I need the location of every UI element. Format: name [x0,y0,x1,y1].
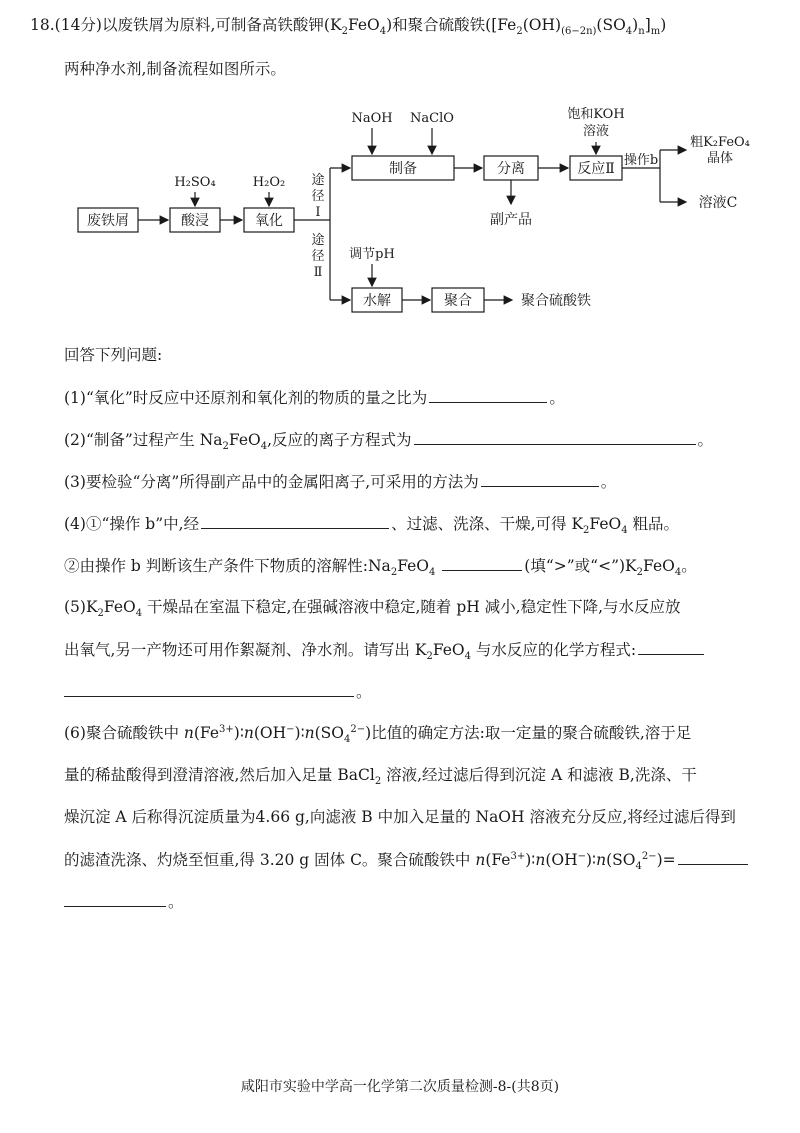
question-header: 18.(14分)以废铁屑为原料,可制备高铁酸钾$(K_2FeO_4)$和聚合硫酸铁$([Fe_2(OH)_{(6-2n)}(SO_4)_n]_m)$ [30,16,667,38]
question-6-line2: 量的稀盐酸得到澄清溶液,然后加入足量 BaCl$_2$ 溶液,经过滤后得到沉淀 A 和滤液 B,洗涤、干 [64,766,697,788]
route2-char-1: 途 [311,233,325,248]
crude-k2feo4-2: 晶体 [706,151,734,166]
reagent-koh-2: 溶液 [582,124,610,139]
crude-k2feo4-1: 粗K₂FeO₄ [690,135,750,150]
box-polymerize-label: 聚合 [444,293,472,309]
reagent-naclo: NaClO [410,111,454,126]
answer-intro: 回答下列问题: [64,346,163,364]
question-intro-line2: 两种净水剂,制备流程如图所示。 [64,60,286,78]
answer-blank-2[interactable] [414,428,696,445]
box-prepare-label: 制备 [389,161,417,177]
op-b-label: 操作b [623,153,659,168]
route1-char-1: 途 [311,173,325,188]
box-reaction-label: 反应Ⅱ [577,161,615,177]
answer-blank-3[interactable] [481,470,599,487]
byproduct-label: 副产品 [490,212,532,228]
question-intro: 以废铁屑为原料,可制备高铁酸钾( [101,16,330,34]
answer-blank-6b[interactable] [64,890,166,907]
solution-c-label: 溶液C [698,195,738,211]
question-6-line4: 的滤渣洗涤、灼烧至恒重,得 3.20 g 固体 C。聚合硫酸铁中 $n(Fe^{3+})∶n(OH^-)∶n(SO_4^{2-})=$ [64,848,750,871]
question-2: (2)“制备”过程产生 $Na_2FeO_4$,反应的离子方程式为 。 [64,428,713,451]
question-6-line3: 燥沉淀 A 后称得沉淀质量为4.66 g,向滤液 B 中加入足量的 NaOH 溶液充分反应,将经过滤后得到 [64,808,736,826]
question-3: (3)要检验“分离”所得副产品中的金属阳离子,可采用的方法为 。 [64,470,616,493]
answer-blank-4a[interactable] [201,512,389,529]
question-6-line1: (6)聚合硫酸铁中 $n(Fe^{3+})∶n(OH^-)∶n(SO_4^{2-})$比值的确定方法:取一定量的聚合硫酸铁,溶于足 [64,723,692,746]
box-hydrolyze-label: 水解 [363,293,391,309]
answer-blank-5b[interactable] [64,680,354,697]
route1-char-3: Ⅰ [315,205,321,220]
question-4b: ②由操作 b 判断该生产条件下物质的溶解性$:Na_2FeO_4$ (填“>”或“$<”)K_2FeO_4$。 [64,554,697,577]
route1-char-2: 径 [311,189,325,204]
answer-blank-6a[interactable] [678,848,748,865]
question-1: (1)“氧化”时反应中还原剂和氧化剂的物质的量之比为 。 [64,386,565,409]
reagent-koh-1: 饱和KOH [567,107,625,122]
box-separate-label: 分离 [497,161,525,177]
question-5-line1: $(5)K_2FeO_4$ 干燥品在室温下稳定,在强碱溶液中稳定,随着 pH 减小,稳定性下降,与水反应放 [64,598,681,620]
box-oxidize-label: 氧化 [255,213,283,229]
flow-diagram [0,100,800,340]
box-waste-label: 废铁屑 [87,213,129,229]
question-points: (14分) [54,16,102,34]
reagent-h2o2: H₂O₂ [252,175,286,190]
answer-blank-5a[interactable] [638,638,704,655]
question-5-line2: 出氧气,另一产物还可用作絮凝剂、净水剂。请写出 $K_2FeO_4$ 与水反应的化学方程式: [64,638,706,661]
reagent-h2so4: H₂SO₄ [174,175,216,190]
route2-char-3: Ⅱ [313,265,323,280]
question-6-line5: 。 [64,890,184,913]
reagent-naoh: NaOH [351,111,393,126]
question-intro-b: )和聚合硫酸铁([ [386,16,498,34]
page-footer: 咸阳市实验中学高一化学第二次质量检测-8-(共8页) [240,1079,560,1095]
route2-char-2: 径 [311,249,325,264]
question-4a: (4)①“操作 b”中,经 、过滤、洗涤、干燥,可得 $K_2FeO_4$ 粗品。 [64,512,679,535]
reagent-adjust-ph: 调节pH [349,247,395,262]
answer-blank-4b[interactable] [442,554,522,571]
product-label: 聚合硫酸铁 [521,293,591,309]
answer-blank-1[interactable] [429,386,547,403]
box-acid-label: 酸浸 [181,213,209,229]
question-number: 18. [30,16,55,34]
question-5-line3: 。 [64,680,372,703]
